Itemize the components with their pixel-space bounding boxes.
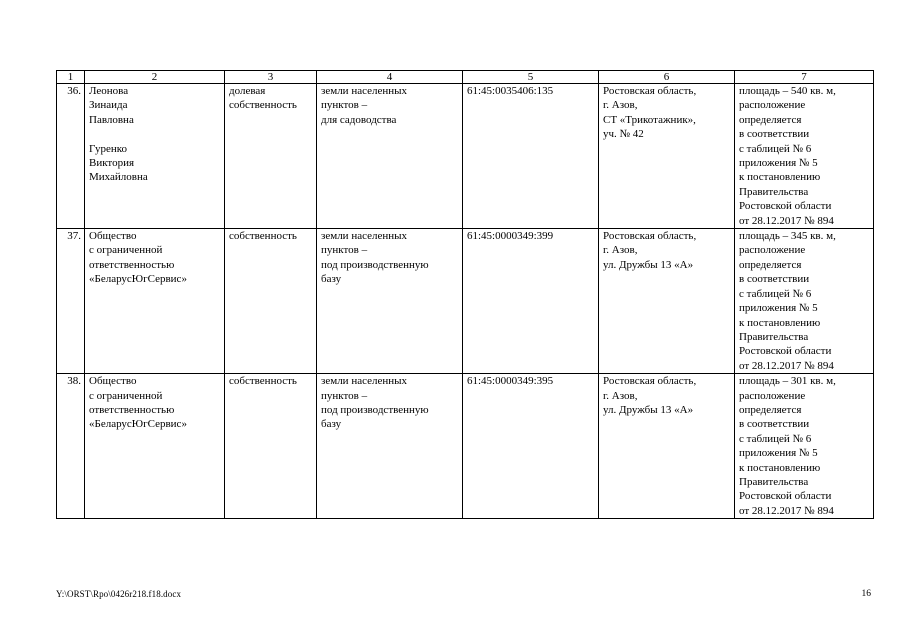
page-number: 16 <box>861 589 871 599</box>
column-number: 1 <box>57 71 85 84</box>
owner-name-line: Леонова <box>89 85 129 97</box>
address-line: г. Азов, <box>603 389 638 402</box>
column-number: 2 <box>85 71 225 84</box>
address-line: Ростовская область, <box>603 375 697 388</box>
area-description-line: с таблицей № 6 <box>739 287 812 300</box>
owner-cell <box>85 229 225 374</box>
address-line: г. Азов, <box>603 244 638 257</box>
owner-cell <box>85 84 225 229</box>
area-description-line: от 28.12.2017 № 894 <box>739 359 834 372</box>
row-number-cell: 38. <box>57 374 85 519</box>
area-description-line: от 28.12.2017 № 894 <box>739 214 834 227</box>
area-description-line: Правительства <box>739 185 809 198</box>
area-description-line: к постановлению <box>739 316 821 329</box>
land-category-line: земли населенных <box>321 85 408 97</box>
address-cell <box>599 84 735 229</box>
land-category-line: базу <box>321 273 342 286</box>
area-description-line: расположение <box>739 389 806 402</box>
land-plots-table <box>56 70 874 519</box>
area-description-line: определяется <box>739 258 802 271</box>
address-line: г. Азов, <box>603 99 638 112</box>
owner-name-line: Зинаида <box>89 99 128 112</box>
owner-cell <box>85 374 225 519</box>
column-number: 4 <box>317 71 463 84</box>
column-number: 7 <box>735 71 874 84</box>
land-category-line: пунктов – <box>321 389 368 402</box>
area-description-line: расположение <box>739 244 806 257</box>
ownership-type-cell <box>225 374 317 519</box>
area-description-line: определяется <box>739 113 802 126</box>
address-line: Ростовская область, <box>603 230 697 243</box>
area-description-line: площадь – 345 кв. м, <box>739 230 836 243</box>
area-description-line: в соответствии <box>739 128 810 141</box>
table-row <box>57 229 874 374</box>
land-category-cell <box>317 229 463 374</box>
owner-name-line: с ограниченной <box>89 389 163 402</box>
owner-name-line: ответственностью <box>89 403 175 416</box>
cadastral-number-cell: 61:45:0035406:135 <box>463 84 599 229</box>
row-number-cell: 36. <box>57 84 85 229</box>
owner-name-line: Павловна <box>89 113 134 126</box>
area-description-line: приложения № 5 <box>739 447 818 460</box>
ownership-type-line: собственность <box>229 375 297 388</box>
land-category-line: пунктов – <box>321 99 368 112</box>
owner-name-line: ответственностью <box>89 258 175 271</box>
area-description-line: Правительства <box>739 330 809 343</box>
owner-name-line: Общество <box>89 375 137 388</box>
land-category-line: пунктов – <box>321 244 368 257</box>
ownership-type-cell <box>225 229 317 374</box>
owner-name-line: с ограниченной <box>89 244 163 257</box>
address-line: Ростовская область, <box>603 85 697 97</box>
owner-name-line: Виктория <box>89 157 135 170</box>
table-row <box>57 84 874 229</box>
area-description-cell <box>735 84 874 229</box>
area-description-line: в соответствии <box>739 418 810 431</box>
cadastral-number-cell: 61:45:0000349:395 <box>463 374 599 519</box>
row-number-cell: 37. <box>57 229 85 374</box>
table-body <box>57 84 874 519</box>
owner-name-line: «БеларусЮгСервис» <box>89 273 187 286</box>
owner-name-line: «БеларусЮгСервис» <box>89 418 187 431</box>
ownership-type-cell <box>225 84 317 229</box>
area-description-line: Ростовской области <box>739 200 832 213</box>
land-category-cell <box>317 84 463 229</box>
area-description-line: Ростовской области <box>739 490 832 503</box>
area-description-cell <box>735 374 874 519</box>
area-description-line: с таблицей № 6 <box>739 432 812 445</box>
owner-name-line: Михайловна <box>89 171 148 184</box>
land-category-line: земли населенных <box>321 375 408 388</box>
area-description-line: расположение <box>739 99 806 112</box>
area-description-line: приложения № 5 <box>739 157 818 170</box>
area-description-line: Ростовской области <box>739 345 832 358</box>
ownership-type-line: собственность <box>229 230 297 243</box>
area-description-line: площадь – 301 кв. м, <box>739 375 836 388</box>
address-line: ул. Дружбы 13 «А» <box>603 403 694 416</box>
address-line: ул. Дружбы 13 «А» <box>603 258 694 271</box>
column-number: 6 <box>599 71 735 84</box>
column-number-row <box>57 71 874 84</box>
area-description-line: в соответствии <box>739 273 810 286</box>
land-category-line: базу <box>321 418 342 431</box>
owner-name-line: Общество <box>89 230 137 243</box>
address-cell <box>599 229 735 374</box>
area-description-line: площадь – 540 кв. м, <box>739 85 836 97</box>
area-description-line: определяется <box>739 403 802 416</box>
area-description-cell <box>735 229 874 374</box>
address-cell <box>599 374 735 519</box>
document-file-path: Y:\ORST\Rpo\0426r218.f18.docx <box>56 589 182 599</box>
land-category-line: земли населенных <box>321 230 408 243</box>
area-description-line: приложения № 5 <box>739 302 818 315</box>
area-description-line: от 28.12.2017 № 894 <box>739 504 834 517</box>
area-description-line: к постановлению <box>739 171 821 184</box>
column-number: 3 <box>225 71 317 84</box>
land-category-cell <box>317 374 463 519</box>
ownership-type-line: долевая <box>229 85 266 97</box>
cadastral-number-cell: 61:45:0000349:399 <box>463 229 599 374</box>
table-row <box>57 374 874 519</box>
area-description-line: Правительства <box>739 475 809 488</box>
land-category-line: под производственную <box>321 403 429 416</box>
ownership-type-line: собственность <box>229 99 297 112</box>
land-category-line: для садоводства <box>321 113 397 126</box>
land-category-line: под производственную <box>321 258 429 271</box>
column-number: 5 <box>463 71 599 84</box>
address-line: СТ «Трикотажник», <box>603 113 696 126</box>
owner-spacer <box>89 127 222 141</box>
area-description-line: к постановлению <box>739 461 821 474</box>
area-description-line: с таблицей № 6 <box>739 142 812 155</box>
address-line: уч. № 42 <box>603 128 644 141</box>
owner-name-line: Гуренко <box>89 142 127 155</box>
